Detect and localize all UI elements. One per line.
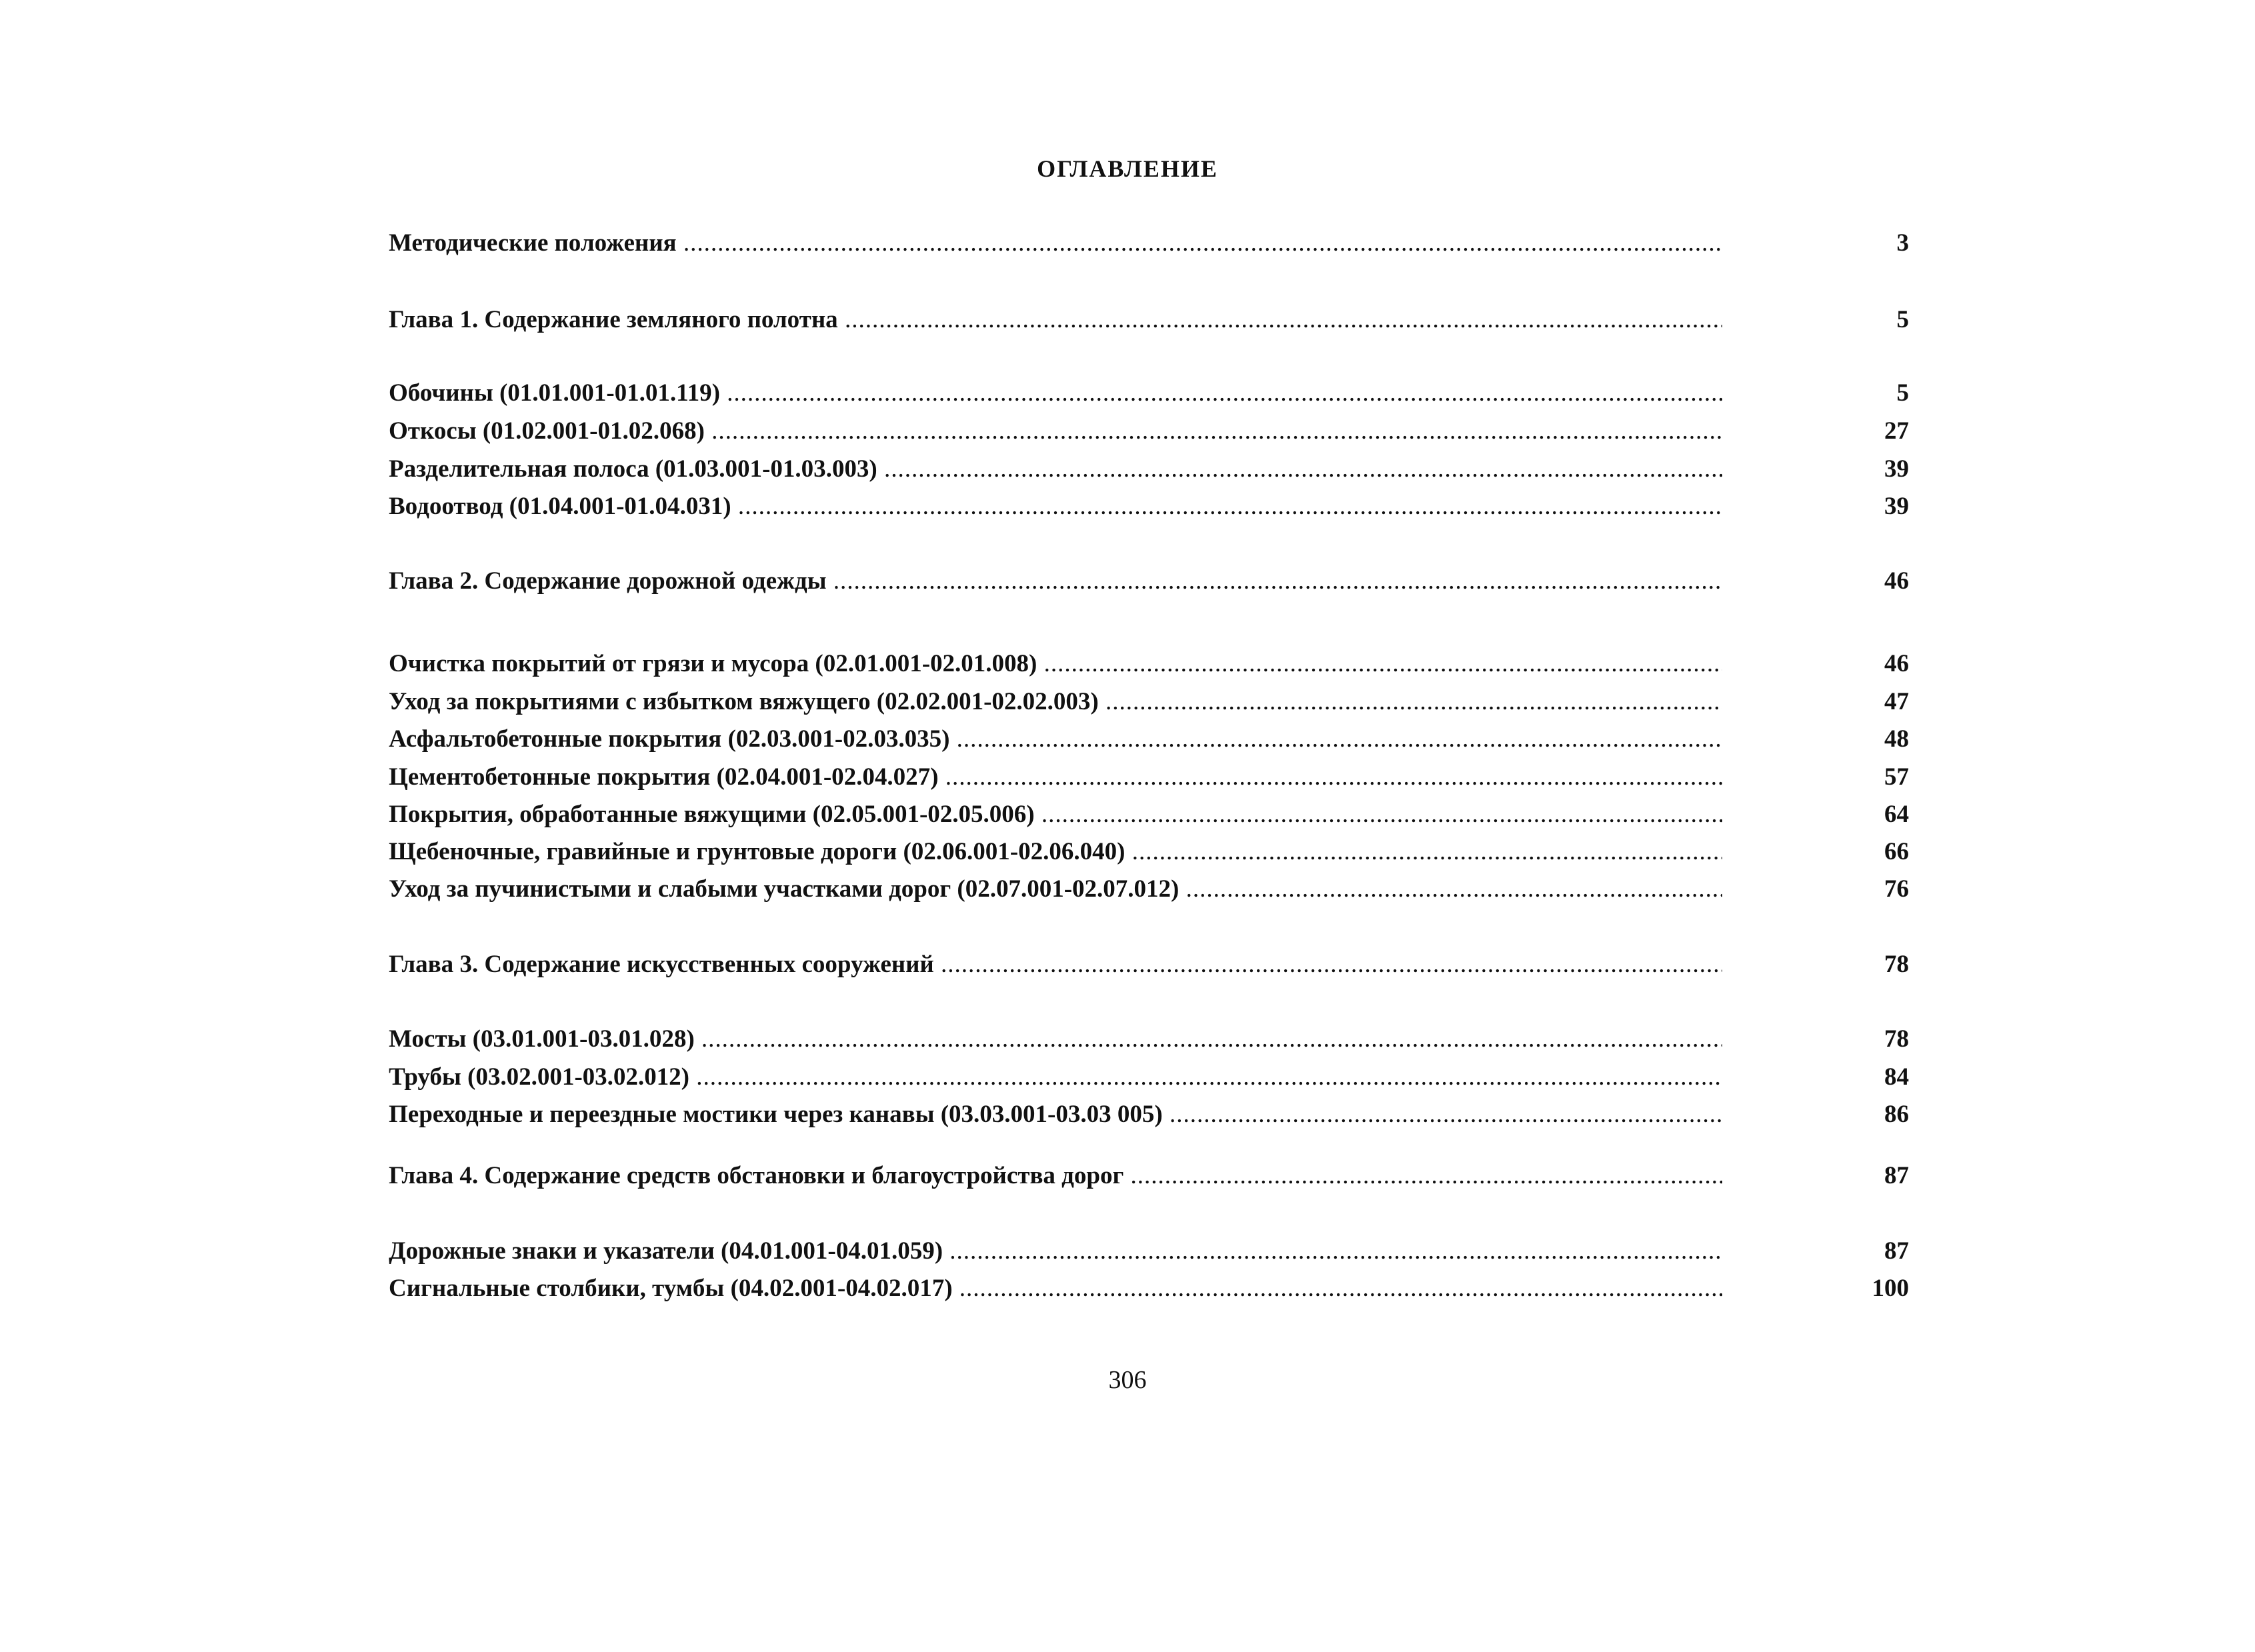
toc-entry-page: 3 bbox=[1896, 229, 1909, 257]
toc-entry-page: 47 bbox=[1884, 688, 1909, 715]
toc-entry bbox=[389, 723, 1909, 756]
toc-entry-chapter bbox=[389, 1159, 1909, 1193]
toc-entry bbox=[389, 873, 1909, 906]
toc-entry-title: Уход за пучинистыми и слабыми участками дорог (02.07.001-02.07.012) ..... bbox=[389, 873, 1722, 906]
toc-entry bbox=[389, 835, 1909, 869]
toc-entry-title: Асфальтобетонные покрытия (02.03.001-02.03.035) ..... bbox=[389, 723, 1722, 756]
toc-entry bbox=[389, 453, 1909, 486]
toc-entry-title: Водоотвод (01.04.001-01.04.031) ..... bbox=[389, 490, 1722, 523]
toc-entry bbox=[389, 415, 1909, 448]
toc-entry bbox=[389, 1023, 1909, 1056]
toc-entry bbox=[389, 1272, 1909, 1305]
toc-entry-title: Трубы (03.02.001-03.02.012) ..... bbox=[389, 1061, 1722, 1094]
page-number: 306 bbox=[1108, 1366, 1147, 1394]
toc-entry-page: 86 bbox=[1884, 1101, 1909, 1128]
toc-entry-page: 27 bbox=[1884, 417, 1909, 445]
toc-entry-page: 46 bbox=[1884, 567, 1909, 595]
toc-entry-page: 100 bbox=[1872, 1275, 1909, 1302]
toc-entry bbox=[389, 227, 1909, 260]
toc-entry-page: 66 bbox=[1884, 838, 1909, 865]
toc-entry-chapter bbox=[389, 303, 1909, 337]
toc-entry-page: 78 bbox=[1884, 951, 1909, 978]
toc-entry bbox=[389, 1061, 1909, 1094]
toc-entry bbox=[389, 761, 1909, 794]
toc-entry-title: Глава 2. Содержание дорожной одежды ..... bbox=[389, 565, 1722, 598]
toc-entry-page: 39 bbox=[1884, 493, 1909, 520]
toc-entry-page: 39 bbox=[1884, 455, 1909, 483]
toc-entry bbox=[389, 490, 1909, 523]
toc-entry-title: Разделительная полоса (01.03.001-01.03.003) ..... bbox=[389, 453, 1722, 486]
toc-entry bbox=[389, 647, 1909, 681]
toc-entry-title: Покрытия, обработанные вяжущими (02.05.001-02.05.006) ..... bbox=[389, 798, 1722, 831]
toc-entry-page: 57 bbox=[1884, 763, 1909, 791]
toc-entry-title: Уход за покрытиями с избытком вяжущего (02.02.001-02.02.003) ..... bbox=[389, 685, 1722, 719]
toc-entry bbox=[389, 798, 1909, 831]
toc-entry-page: 87 bbox=[1884, 1237, 1909, 1265]
toc-entry-title: Цементобетонные покрытия (02.04.001-02.04.027) ..... bbox=[389, 761, 1722, 794]
toc-entry-page: 5 bbox=[1896, 379, 1909, 407]
toc-entry-title: Переходные и переездные мостики через канавы (03.03.001-03.03 005) ..... bbox=[389, 1098, 1722, 1131]
toc-entry-page: 48 bbox=[1884, 725, 1909, 753]
toc-entry-title: Глава 1. Содержание земляного полотна ..... bbox=[389, 303, 1722, 337]
toc-entry bbox=[389, 685, 1909, 719]
toc-entry-title: Откосы (01.02.001-01.02.068) ..... bbox=[389, 415, 1722, 448]
toc-entry bbox=[389, 1235, 1909, 1268]
toc-entry bbox=[389, 377, 1909, 410]
toc-entry-title: Очистка покрытий от грязи и мусора (02.01.001-02.01.008) ..... bbox=[389, 647, 1722, 681]
toc-entry-page: 64 bbox=[1884, 801, 1909, 828]
toc-entry-chapter bbox=[389, 948, 1909, 981]
toc-entry-title: Сигнальные столбики, тумбы (04.02.001-04.02.017) ..... bbox=[389, 1272, 1722, 1305]
page-title: ОГЛАВЛЕНИЕ bbox=[1037, 155, 1218, 182]
toc-entry-page: 5 bbox=[1896, 306, 1909, 333]
toc-entry bbox=[389, 1098, 1909, 1131]
toc-entry-page: 84 bbox=[1884, 1063, 1909, 1091]
toc-entry-title: Мосты (03.01.001-03.01.028) ..... bbox=[389, 1023, 1722, 1056]
toc-entry-title: Обочины (01.01.001-01.01.119) ..... bbox=[389, 377, 1722, 410]
toc-entry-chapter bbox=[389, 565, 1909, 598]
toc-entry-title: Щебеночные, гравийные и грунтовые дороги (02.06.001-02.06.040) ..... bbox=[389, 835, 1722, 869]
toc-entry-page: 76 bbox=[1884, 875, 1909, 903]
toc-entry-title: Глава 3. Содержание искусственных сооружений ..... bbox=[389, 948, 1722, 981]
toc-entry-page: 46 bbox=[1884, 650, 1909, 677]
toc-entry-title: Дорожные знаки и указатели (04.01.001-04.01.059) ..... bbox=[389, 1235, 1722, 1268]
toc-entry-title: Глава 4. Содержание средств обстановки и благоустройства дорог ..... bbox=[389, 1159, 1722, 1193]
toc-entry-page: 87 bbox=[1884, 1162, 1909, 1189]
toc-entry-page: 78 bbox=[1884, 1025, 1909, 1053]
toc-entry-title: Методические положения ..... bbox=[389, 227, 1722, 260]
